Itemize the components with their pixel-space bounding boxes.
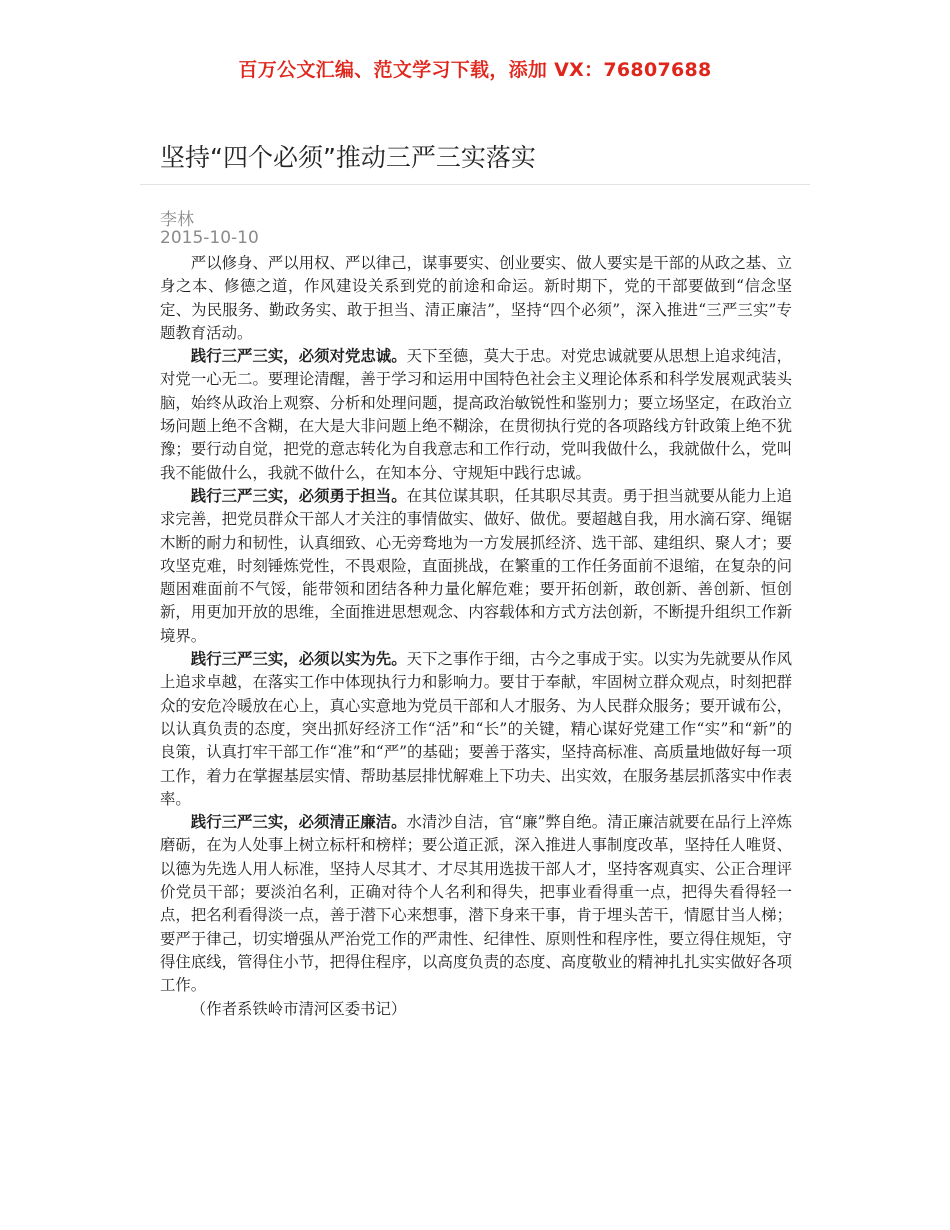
section-heading: 践行三严三实，必须对党忠诚。 xyxy=(190,347,407,366)
author-note: （作者系铁岭市清河区委书记） xyxy=(190,999,407,1018)
section-paragraph xyxy=(160,811,792,997)
section-heading: 践行三严三实，必须以实为先。 xyxy=(190,650,407,669)
section-paragraph xyxy=(160,485,792,648)
section-heading: 践行三严三实，必须清正廉洁。 xyxy=(190,813,407,832)
promo-banner: 百万公文汇编、范文学习下载，添加 VX：76807688 xyxy=(238,59,712,81)
section-heading: 践行三严三实，必须勇于担当。 xyxy=(190,486,407,505)
section-paragraph xyxy=(160,345,792,485)
article-date: 2015-10-10 xyxy=(160,228,259,248)
article-title: 坚持“四个必须”推动三严三实落实 xyxy=(160,143,536,172)
article-author: 李林 xyxy=(160,210,194,230)
section-text: 天下之事作于细，古今之事成于实。以实为先就要从作风上追求卓越，在落实工作中体现执行力和影响力。要甘于奉献，牢固树立群众观点，时刻把群众的安危冷暖放在心上，真心实意地为党员干部和人才服务、为人民群众服务；要开诚布公，以认真负责的态度，突出抓好经济工作“活”和“长”的关键，精心谋好党建工作“实”和“新”的良策，认真打牢干部工作“准”和“严”的基础；要善于落实，坚持高标准、高质量地做好每一项工作，着力在掌握基层实情、帮助基层排忧解难上下功夫、出实效，在服务基层抓落实中作表率。 xyxy=(160,650,792,808)
section-text: 天下至德，莫大于忠。对党忠诚就要从思想上追求纯洁，对党一心无二。要理论清醒，善于学习和运用中国特色社会主义理论体系和科学发展观武装头脑，始终从政治上观察、分析和处理问题，提高政治敏锐性和鉴别力；要立场坚定，在政治立场问题上绝不含糊，在大是大非问题上绝不糊涂，在贯彻执行党的各项路线方针政策上绝不犹豫；要行动自觉，把党的意志转化为自我意志和工作行动，党叫我做什么，我就做什么，党叫我不能做什么，我就不做什么，在知本分、守规矩中践行忠诚。 xyxy=(160,347,792,482)
section-text: 水清沙自洁，官“廉”弊自绝。清正廉洁就要在品行上淬炼磨砺，在为人处事上树立标杆和榜样；要公道正派，深入推进人事制度改革，坚持任人唯贤、以德为先选人用人标准，坚持人尽其才、才尽其用选拔干部人才，坚持客观真实、公正合理评价党员干部；要淡泊名利，正确对待个人名利和得失，把事业看得重一点，把得失看得轻一点，把名利看得淡一点，善于潜下心来想事，潜下身来干事，肯于埋头苦干，情愿甘当人梯；要严于律己，切实增强从严治党工作的严肃性、纪律性、原则性和程序性，要立得住规矩，守得住底线，管得住小节，把得住程序，以高度负责的态度、高度敬业的精神扎扎实实做好各项工作。 xyxy=(160,813,792,995)
article-body xyxy=(160,252,792,1021)
title-divider xyxy=(140,184,810,185)
section-text: 在其位谋其职，任其职尽其责。勇于担当就要从能力上追求完善，把党员群众干部人才关注的事情做实、做好、做优。要超越自我，用水滴石穿、绳锯木断的耐力和韧性，认真细致、心无旁骛地为一方发展抓经济、选干部、建组织、聚人才；要攻坚克难，时刻锤炼党性，不畏艰险，直面挑战，在繁重的工作任务面前不退缩，在复杂的问题困难面前不气馁，能带领和团结各种力量化解危难；要开拓创新，敢创新、善创新、恒创新，用更加开放的思维，全面推进思想观念、内容载体和方式方法创新，不断提升组织工作新境界。 xyxy=(160,486,792,645)
section-paragraph xyxy=(160,648,792,811)
intro-paragraph: 严以修身、严以用权、严以律己，谋事要实、创业要实、做人要实是干部的从政之基、立身之本、修德之道，作风建设关系到党的前途和命运。新时期下，党的干部要做到“信念坚定、为民服务、勤政务实、敢于担当、清正廉洁”，坚持“四个必须”，深入推进“三严三实”专题教育活动。 xyxy=(160,254,792,342)
